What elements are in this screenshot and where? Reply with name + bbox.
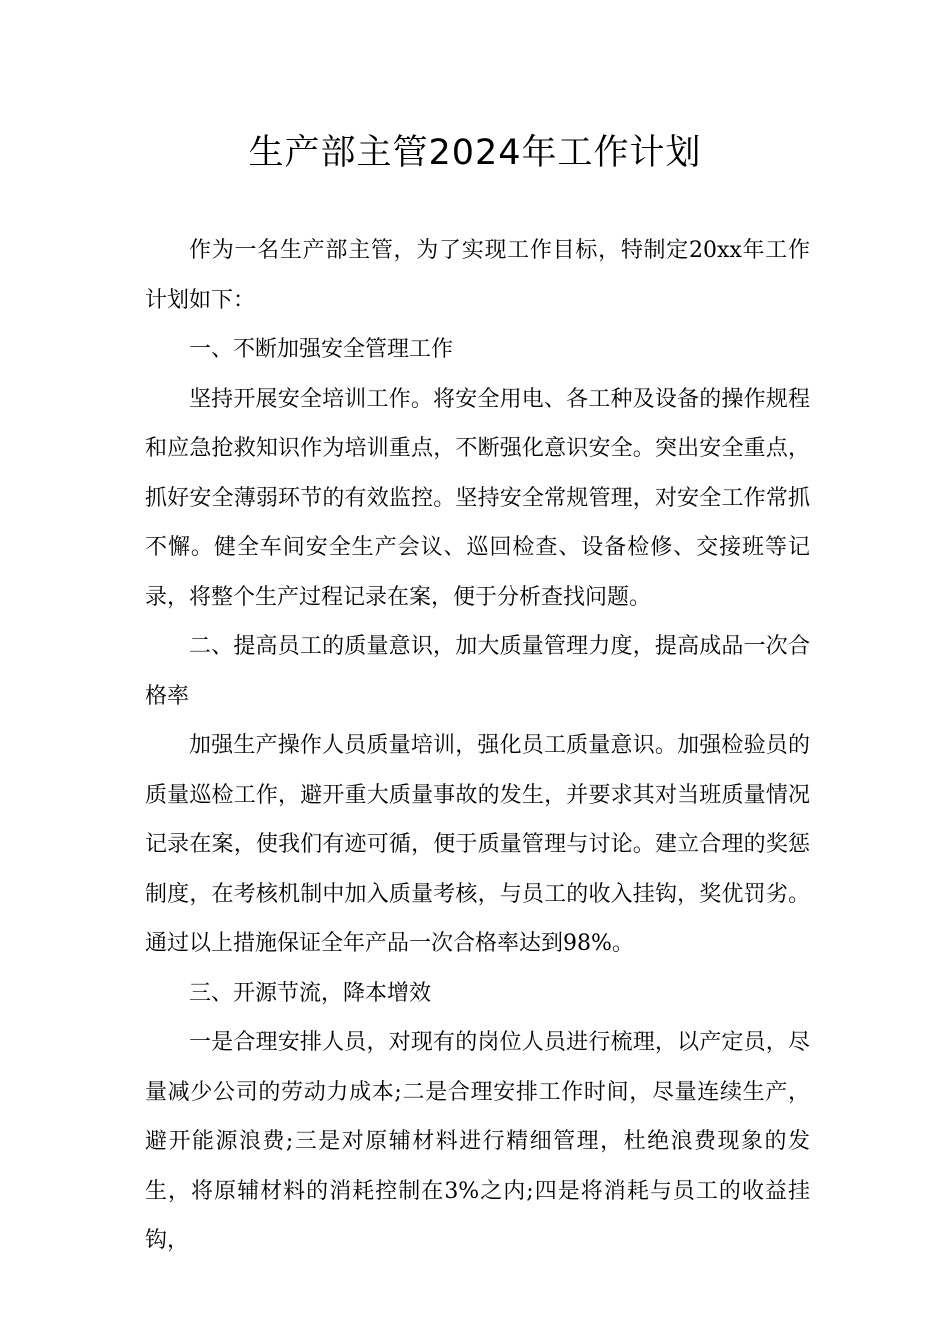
section-heading-safety: 一、不断加强安全管理工作 — [189, 337, 454, 362]
document-title: 生产部主管2024年工作计划 — [248, 133, 702, 173]
section-heading-cost: 三、开源节流，降本增效 — [189, 980, 432, 1006]
quality-paragraph: 加强生产操作人员质量培训，强化员工质量意识。加强检验员的质量巡检工作，避开重大质量事故的发生，并要求其对当班质量情况记录在案，使我们有迹可循，便于质量管理与讨论。建立合理的奖惩制度，在考核机制中加入质量考核，与员工的收入挂钩，奖优罚劣。通过以上措施保证全年产品一次合格率达到98%。 — [145, 733, 810, 956]
intro-paragraph: 作为一名生产部主管，为了实现工作目标，特制定20xx年工作计划如下： — [145, 238, 810, 313]
safety-paragraph: 坚持开展安全培训工作。将安全用电、各工种及设备的操作规程和应急抢救知识作为培训重点，不断强化意识安全。突出安全重点，抓好安全薄弱环节的有效监控。坚持安全常规管理，对安全工作常抓不懈。健全车间安全生产会议、巡回检查、设备检修、交接班等记录，将整个生产过程记录在案，便于分析查找问题。 — [145, 386, 810, 610]
section-heading-quality: 二、提高员工的质量意识，加大质量管理力度，提高成品一次合格率 — [145, 634, 810, 709]
document-body — [145, 226, 810, 1266]
cost-paragraph: 一是合理安排人员，对现有的岗位人员进行梳理，以产定员，尽量减少公司的劳动力成本;二是合理安排工作时间，尽量连续生产，避开能源浪费;三是对原辅材料进行精细管理，杜绝浪费现象的发生，将原辅材料的消耗控制在3%之内;四是将消耗与员工的收益挂钩， — [145, 1030, 810, 1253]
